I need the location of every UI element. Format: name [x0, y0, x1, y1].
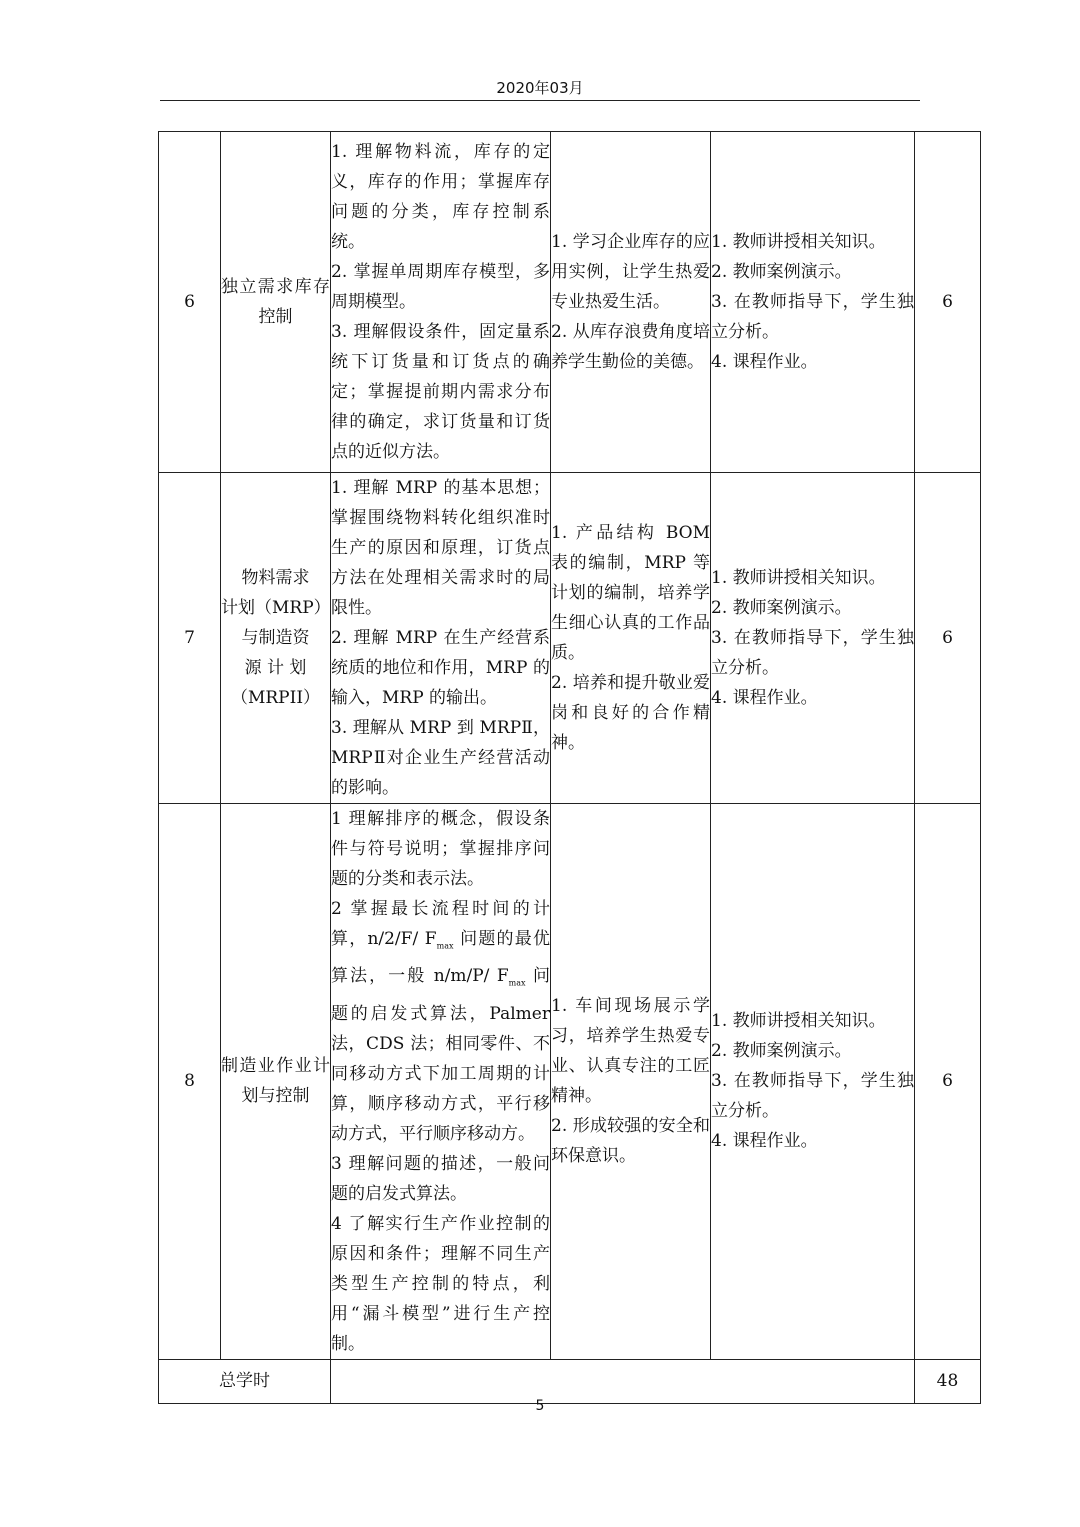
hours-cell: 6 [915, 804, 981, 1360]
chapter-title [221, 804, 331, 1360]
ideology-item: 2. 培养和提升敬业爱岗和良好的合作精神。 [551, 673, 710, 753]
hours-cell: 6 [915, 132, 981, 473]
chapter-title-line: （MRPII） [230, 688, 321, 708]
method-item: 1. 教师讲授相关知识。 [711, 568, 886, 588]
total-empty-cell [331, 1359, 915, 1403]
ideology-item: 2. 从库存浪费角度培养学生勤俭的美德。 [551, 322, 710, 372]
chapter-title-line: 与制造资 [241, 628, 310, 648]
objective-item: 2. 理解 MRP 在生产经营系统质的地位和作用，MRP 的输入，MRP 的输出。 [331, 628, 550, 708]
ideology-cell [551, 132, 711, 473]
ideology-item: 2. 形成较强的安全和环保意识。 [551, 1116, 710, 1167]
objectives-cell [331, 132, 551, 473]
row-number: 6 [159, 132, 221, 473]
table-row [159, 132, 981, 473]
objective-item: 3 理解问题的描述，一般问题的启发式算法。 [331, 1153, 550, 1204]
method-item: 2. 教师案例演示。 [711, 598, 852, 618]
method-item: 3. 在教师指导下，学生独立分析。 [711, 1071, 914, 1122]
objective-item: 3. 理解从 MRP 到 MRPⅡ，MRPⅡ对企业生产经营活动的影响。 [331, 718, 550, 798]
objective-item: 1. 理解 MRP 的基本思想；掌握围绕物料转化组织准时生产的原因和原理，订货点方法在处理相关需求时的局限性。 [331, 478, 550, 618]
ideology-item: 1. 学习企业库存的应用实例，让学生热爱专业热爱生活。 [551, 232, 710, 312]
page-number: 5 [535, 1398, 545, 1414]
objectives-cell [331, 804, 551, 1360]
chapter-title [221, 132, 331, 473]
chapter-title [221, 473, 331, 804]
hours-cell: 6 [915, 473, 981, 804]
ideology-item: 1. 产品结构 BOM 表的编制，MRP 等计划的编制，培养学生细心认真的工作品质。 [551, 523, 710, 663]
objective-item: 4 了解实行生产作业控制的原因和条件；理解不同生产类型生产控制的特点，利用“漏斗模型”进行生产控制。 [331, 1213, 550, 1354]
table-row [159, 804, 981, 1360]
method-item: 1. 教师讲授相关知识。 [711, 1011, 886, 1032]
page-header-date: 2020年03月 [496, 79, 584, 97]
ideology-cell [551, 804, 711, 1360]
row-number: 7 [159, 473, 221, 804]
method-item: 1. 教师讲授相关知识。 [711, 232, 886, 252]
ideology-item: 1. 车间现场展示学习，培养学生热爱专业、认真专注的工匠精神。 [551, 996, 710, 1107]
subscript-max: max [508, 978, 526, 988]
total-hours: 48 [915, 1359, 981, 1403]
method-item: 2. 教师案例演示。 [711, 262, 852, 282]
objective-item [331, 894, 550, 1149]
objective-text: 问题的最优算法，一般 n/m/P/ F [331, 929, 550, 987]
chapter-title-text: 独立需求库存控制 [221, 277, 330, 327]
objective-item: 2. 掌握单周期库存模型，多周期模型。 [331, 262, 550, 312]
methods-cell [711, 804, 915, 1360]
chapter-title-text: 制造业作业计划与控制 [221, 1056, 330, 1107]
method-item: 4. 课程作业。 [711, 352, 818, 372]
chapter-title-line: 源 计 划 [244, 658, 307, 678]
ideology-cell [551, 473, 711, 804]
method-item: 3. 在教师指导下，学生独立分析。 [711, 628, 914, 678]
methods-cell [711, 132, 915, 473]
objective-text: 2 掌握最长流程时间的计算，n/2/F/ F [331, 899, 550, 949]
objective-text: 问题的启发式算法，Palmer 法，CDS 法；相同零件、不同移动方式下加工周期的计算，顺序移动方式，平行移动方式，平行顺序移动方。 [331, 966, 551, 1144]
method-item: 3. 在教师指导下，学生独立分析。 [711, 292, 914, 342]
objective-item: 1 理解排序的概念，假设条件与符号说明；掌握排序问题的分类和表示法。 [331, 809, 550, 889]
objective-item: 3. 理解假设条件，固定量系统下订货量和订货点的确定；掌握提前期内需求分布律的确定，求订货量和订货点的近似方法。 [331, 322, 550, 462]
method-item: 2. 教师案例演示。 [711, 1041, 852, 1062]
objective-item: 1. 理解物料流，库存的定义，库存的作用；掌握库存问题的分类，库存控制系统。 [331, 142, 550, 252]
header-rule [160, 100, 920, 101]
chapter-title-line: 物料需求 [241, 568, 310, 588]
total-label: 总学时 [159, 1359, 331, 1403]
chapter-title-line: 计划（MRP） [221, 598, 331, 618]
syllabus-table [158, 131, 981, 1404]
method-item: 4. 课程作业。 [711, 688, 818, 708]
objectives-cell [331, 473, 551, 804]
total-row [159, 1359, 981, 1403]
methods-cell [711, 473, 915, 804]
subscript-max: max [436, 941, 454, 951]
table-row [159, 473, 981, 804]
row-number: 8 [159, 804, 221, 1360]
method-item: 4. 课程作业。 [711, 1131, 818, 1152]
